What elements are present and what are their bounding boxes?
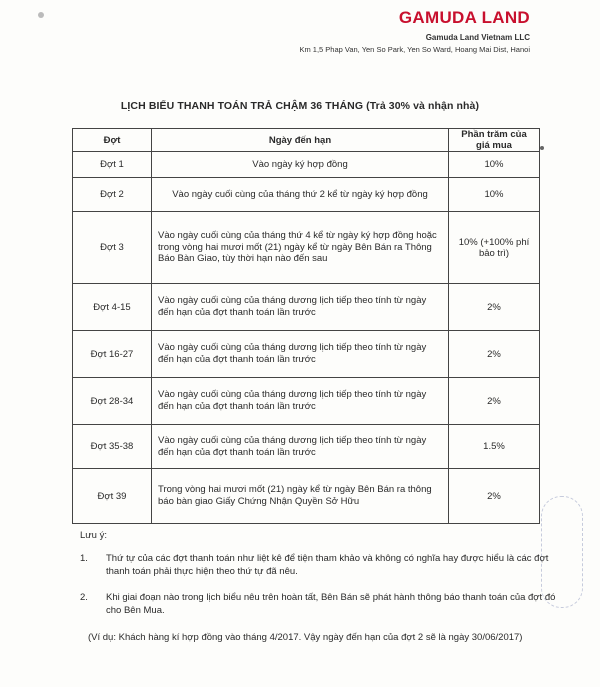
table-row (73, 212, 540, 284)
percentage-cell: 2% (449, 284, 540, 331)
due-date-cell: Vào ngày cuối cùng của tháng dương lịch tiếp theo tính từ ngày đến hạn của đợt thanh toán lần trước (152, 331, 449, 378)
document-title: LỊCH BIỂU THANH TOÁN TRẢ CHẬM 36 THÁNG (Trả 30% và nhận nhà) (120, 100, 480, 112)
company-logo: GAMUDA LAND (398, 8, 530, 27)
header-percentage: Phần trăm của giá mua (449, 129, 540, 152)
note-number: 2. (80, 592, 88, 604)
phase-cell: Đợt 1 (73, 152, 152, 178)
phase-cell: Đợt 3 (73, 212, 152, 284)
note-text: Khi giai đoạn nào trong lịch biểu nêu trên hoàn tất, Bên Bán sẽ phát hành thông báo thanh toán của đợt đó cho Bên Mua. (106, 592, 556, 617)
percentage-cell: 10% (+100% phí bảo trì) (449, 212, 540, 284)
percentage-cell: 2% (449, 331, 540, 378)
table-row (73, 178, 540, 212)
header-due-date: Ngày đến hạn (152, 129, 449, 152)
note-item (80, 592, 560, 618)
due-date-cell: Vào ngày ký hợp đồng (152, 152, 449, 178)
table-row (73, 284, 540, 331)
phase-cell: Đợt 2 (73, 178, 152, 212)
company-address: Km 1,5 Phap Van, Yen So Park, Yen So Ward, Hoang Mai Dist, Hanoi (299, 45, 530, 54)
phase-cell: Đợt 28-34 (73, 378, 152, 425)
letterhead (299, 8, 530, 54)
phase-cell: Đợt 16-27 (73, 331, 152, 378)
phase-cell: Đợt 39 (73, 469, 152, 524)
table-row (73, 469, 540, 524)
percentage-cell: 10% (449, 178, 540, 212)
due-date-cell: Vào ngày cuối cùng của tháng thứ 2 kể từ ngày ký hợp đồng (152, 178, 449, 212)
table-row (73, 152, 540, 178)
due-date-cell: Vào ngày cuối cùng của tháng dương lịch tiếp theo tính từ ngày đến hạn của đợt thanh toán lần trước (152, 425, 449, 469)
due-date-cell: Vào ngày cuối cùng của tháng thứ 4 kể từ ngày ký hợp đồng hoặc trong vòng hai mươi mốt (21) ngày kể từ ngày Bên Bán ra Thông Báo Bàn Giao, tùy thời hạn nào đến sau (152, 212, 449, 284)
phase-cell: Đợt 35-38 (73, 425, 152, 469)
due-date-cell: Vào ngày cuối cùng của tháng dương lịch tiếp theo tính từ ngày đến hạn của đợt thanh toán lần trước (152, 284, 449, 331)
table-row (73, 331, 540, 378)
percentage-cell: 2% (449, 378, 540, 425)
note-item (80, 553, 560, 579)
note-number: 1. (80, 552, 88, 564)
table-header-row (73, 129, 540, 152)
company-name: Gamuda Land Vietnam LLC (425, 33, 530, 42)
phase-cell: Đợt 4-15 (73, 284, 152, 331)
pen-mark (540, 146, 544, 150)
due-date-cell: Vào ngày cuối cùng của tháng dương lịch tiếp theo tính từ ngày đến hạn của đợt thanh toán lần trước (152, 378, 449, 425)
percentage-cell: 2% (449, 469, 540, 524)
scan-mark (38, 12, 44, 18)
example-note: (Ví dụ: Khách hàng kí hợp đồng vào tháng 4/2017. Vậy ngày đến hạn của đợt 2 sẽ là ngày 30/06/2017) (88, 632, 523, 644)
table-row (73, 425, 540, 469)
notes-section (80, 530, 560, 645)
percentage-cell: 10% (449, 152, 540, 178)
due-date-cell: Trong vòng hai mươi mốt (21) ngày kể từ ngày Bên Bán ra thông báo bàn giao Giấy Chứng Nhận Quyền Sở Hữu (152, 469, 449, 524)
table-row (73, 378, 540, 425)
percentage-cell: 1.5% (449, 425, 540, 469)
header-phase: Đợt (73, 129, 152, 152)
payment-schedule-table (72, 128, 540, 524)
notes-label: Lưu ý: (80, 530, 107, 541)
note-text: Thứ tự của các đợt thanh toán như liệt kê để tiện tham khảo và không có nghĩa hay được hiểu là các đợt thanh toán phải thực hiện theo thứ tự đã nêu. (106, 552, 549, 577)
